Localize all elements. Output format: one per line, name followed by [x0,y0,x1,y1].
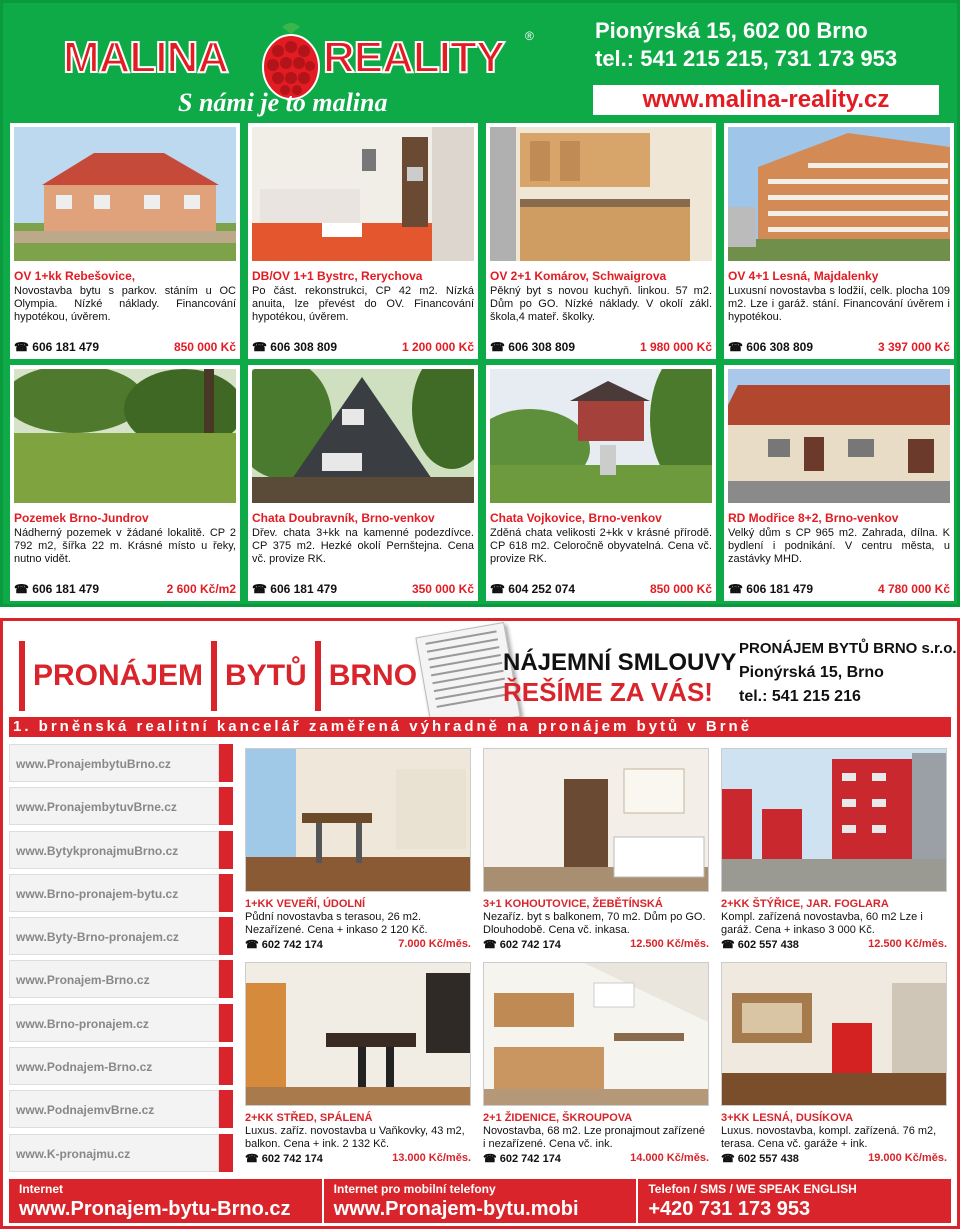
logo-word-reality: REALITY [323,33,505,82]
rental-phone: ☎ 602 742 174 [483,1153,561,1165]
website-link[interactable] [9,960,233,998]
website-link[interactable] [9,1004,233,1042]
kitchen-photo [490,127,712,261]
malina-contact [595,17,897,73]
link-accent-bar [219,1004,233,1042]
website-link[interactable] [9,917,233,955]
rental-card[interactable] [245,962,471,1180]
malina-reality-ad [0,0,960,607]
listing-card[interactable] [248,365,478,601]
rental-title: 2+KK STŘED, SPÁLENÁ [245,1112,373,1124]
website-link[interactable] [9,1134,233,1172]
house-photo [14,127,236,261]
link-accent-bar [219,1090,233,1128]
rental-desc: Luxus. zaříz. novostavba u Vaňkovky, 43 m2, balkon. Cena + ink. 2 132 Kč. [245,1125,465,1150]
listing-phone: ☎ 606 181 479 [252,582,338,596]
listing-phone: ☎ 606 181 479 [728,582,814,596]
rental-price: 12.500 Kč/měs. [630,938,709,950]
rental-desc: Nezaříz. byt s balkonem, 70 m2. Dům po GO. Dlouhodobě. Cena vč. inkasa. [483,911,706,936]
company-name: PRONÁJEM BYTŮ BRNO s.r.o. [739,640,957,657]
link-accent-bar [219,874,233,912]
listing-price: 350 000 Kč [411,582,474,596]
listing-title: Chata Vojkovice, Brno-venkov [490,511,662,525]
website-link-text: www.K-pronajmu.cz [9,1134,219,1172]
listing-desc: Zděná chata velikosti 2+kk v krásné přírodě. CP 618 m2. Celoročně obyvatelná. Cena vč. provize RK. [490,527,712,565]
website-link-text: www.PodnajemvBrne.cz [9,1090,219,1128]
listing-title: OV 2+1 Komárov, Schwaigrova [490,269,667,283]
website-link-text: www.Pronajem-Brno.cz [9,960,219,998]
footer-value: www.Pronajem-bytu.mobi [333,1198,579,1220]
listing-card[interactable] [486,365,716,601]
listing-phone: ☎ 606 308 809 [490,340,576,354]
website-link-text: www.Byty-Brno-pronajem.cz [9,917,219,955]
listing-desc: Luxusní novostavba s lodžií, celk. plocha 109 m2. Lze i garáž. stání. Financování úvěrem i hypotékou. [728,285,950,323]
listing-desc: Dřev. chata 3+kk na kamenné podezdívce. CP 375 m2. Hezké okolí Pernštejna. Cena vč. provize RK. [252,527,474,565]
logo-word-malina: MALINA [63,33,229,82]
kitchen-photo [245,962,471,1106]
website-link[interactable] [9,1047,233,1085]
headline-solve: ŘEŠÍME ZA VÁS! [503,677,713,707]
listing-card[interactable] [248,123,478,359]
link-accent-bar [219,744,233,782]
footer-value: www.Pronajem-bytu-Brno.cz [19,1198,291,1220]
tagline-band: 1. brněnská realitní kancelář zaměřená výhradně na pronájem bytů v Brně [9,717,951,737]
company-contact [739,637,957,709]
hallway-kitchen-photo [483,748,709,892]
footer-phone[interactable] [638,1179,951,1223]
listing-phone: ☎ 606 181 479 [14,582,100,596]
listing-phone: ☎ 606 181 479 [14,340,100,354]
apartment-building-photo [728,127,950,261]
listing-desc: Pěkný byt s novou kuchyň. linkou. 57 m2. Dům po GO. Nízké náklady. V okolí zákl. škola,4 mateř. školky. [490,285,712,323]
website-link[interactable] [9,831,233,869]
listing-price: 4 780 000 Kč [877,582,950,596]
pronajem-bytu-brno-ad [0,618,960,1229]
rental-desc: Novostavba, 68 m2. Lze pronajmout zařízené i nezařízené. Cena vč. ink. [483,1125,705,1150]
company-phone: tel.: 541 215 216 [739,688,861,705]
listing-card[interactable] [724,123,954,359]
rental-price: 14.000 Kč/měs. [630,1152,709,1164]
pronajem-logo[interactable] [19,641,461,711]
listing-card[interactable] [486,123,716,359]
cottage-photo [252,369,474,503]
listing-title: OV 4+1 Lesná, Majdalenky [728,269,879,283]
link-accent-bar [219,787,233,825]
listing-desc: Velký dům s CP 965 m2. Zahrada, dílna. K bydlení i podnikání. V centru města, u zastávky MHD. [728,527,950,565]
website-link-text: www.PronajembytuBrno.cz [9,744,219,782]
link-accent-bar [219,960,233,998]
listing-card[interactable] [724,365,954,601]
rental-phone: ☎ 602 742 174 [245,939,323,951]
website-link-text: www.Brno-pronajem.cz [9,1004,219,1042]
link-accent-bar [219,831,233,869]
listing-title: RD Modřice 8+2, Brno-venkov [728,511,899,525]
rental-title: 1+KK VEVEŘÍ, ÚDOLNÍ [245,898,366,910]
website-link-text: www.PronajembytuvBrne.cz [9,787,219,825]
interior-photo [252,127,474,261]
rental-price: 12.500 Kč/měs. [868,938,947,950]
listing-title: OV 1+kk Rebešovice, [14,269,136,283]
land-plot-photo [14,369,236,503]
rental-card[interactable] [483,748,709,966]
listing-price: 850 000 Kč [649,582,712,596]
footer-mobile[interactable] [324,1179,639,1223]
listing-title: Chata Doubravník, Brno-venkov [252,511,435,525]
rental-desc: Luxus. novostavba, kompl. zařízená. 76 m2, terasa. Cena vč. garáže + ink. [721,1125,937,1150]
website-link[interactable] [9,1090,233,1128]
listing-price: 850 000 Kč [173,340,236,354]
contact-footer [9,1179,951,1223]
rental-card[interactable] [245,748,471,966]
rental-title: 2+KK ŠTÝŘICE, JAR. FOGLARA [721,898,889,910]
interior-photo [245,748,471,892]
rental-card[interactable] [721,962,947,1180]
footer-label: Internet [19,1182,64,1196]
link-accent-bar [219,917,233,955]
listing-phone: ☎ 606 308 809 [252,340,338,354]
website-link-text: www.Podnajem-Brno.cz [9,1047,219,1085]
malina-address: Pionýrská 15, 602 00 Brno [595,18,868,43]
footer-label: Telefon / SMS / WE SPEAK ENGLISH [648,1182,857,1196]
footer-internet[interactable] [9,1179,324,1223]
listing-card[interactable] [10,123,240,359]
apartment-building-photo [721,748,947,892]
logo-part: BRNO [315,641,425,711]
rental-phone: ☎ 602 557 438 [721,1153,799,1165]
rental-title: 2+1 ŽIDENICE, ŠKROUPOVA [483,1112,633,1124]
rental-price: 7.000 Kč/měs. [398,938,471,950]
rental-card[interactable] [721,748,947,966]
listing-desc: Nádherný pozemek v žádané lokalitě. CP 2 792 m2, šířka 22 m. Krásné místo u řeky, nutno vidět. [14,527,236,565]
living-room-photo [721,962,947,1106]
company-address: Pionýrská 15, Brno [739,664,884,681]
rental-phone: ☎ 602 742 174 [483,939,561,951]
attic-kitchen-photo [483,962,709,1106]
rental-desc: Kompl. zařízená novostavba, 60 m2 Lze i garáž. Cena + inkaso 3 000 Kč. [721,911,923,936]
registered-mark: ® [525,29,534,43]
footer-value: +420 731 173 953 [648,1198,811,1220]
listing-desc: Po část. rekonstrukci, CP 42 m2. Nízká anuita, lze převést do OV. Financování hypotékou, úvěrem. [252,285,474,323]
rental-title: 3+KK LESNÁ, DUSÍKOVA [721,1112,854,1124]
listing-card[interactable] [10,365,240,601]
rental-card[interactable] [483,962,709,1180]
cottage-photo [490,369,712,503]
malina-website-link[interactable]: www.malina-reality.cz [593,85,939,115]
rental-phone: ☎ 602 742 174 [245,1153,323,1165]
website-link[interactable] [9,744,233,782]
logo-part: BYTŮ [211,641,315,711]
headline-contracts: NÁJEMNÍ SMLOUVY [503,649,737,676]
listing-price: 3 397 000 Kč [877,340,950,354]
logo-part: PRONÁJEM [19,641,211,711]
link-accent-bar [219,1047,233,1085]
rental-desc: Půdní novostavba s terasou, 26 m2. Nezařízené. Cena + inkaso 2 120 Kč. [245,911,428,936]
link-accent-bar [219,1134,233,1172]
listing-phone: ☎ 606 308 809 [728,340,814,354]
listing-desc: Novostavba bytu s parkov. stáním u OC Olympia. Nízké náklady. Financování hypotékou, úvěrem. [14,285,236,323]
rental-price: 13.000 Kč/měs. [392,1152,471,1164]
listing-price: 1 200 000 Kč [401,340,474,354]
website-link-list [9,744,233,1177]
rental-title: 3+1 KOHOUTOVICE, ŽEBĚTÍNSKÁ [483,898,663,910]
malina-phone: tel.: 541 215 215, 731 173 953 [595,46,898,71]
listing-phone: ☎ 604 252 074 [490,582,576,596]
listing-price: 2 600 Kč/m2 [166,582,236,596]
rental-phone: ☎ 602 557 438 [721,939,799,951]
rental-price: 19.000 Kč/měs. [868,1152,947,1164]
footer-label: Internet pro mobilní telefony [333,1182,496,1196]
listing-price: 1 980 000 Kč [639,340,712,354]
website-link-text: www.Brno-pronajem-bytu.cz [9,874,219,912]
slogan: S námi je to malina [178,88,388,117]
family-house-photo [728,369,950,503]
listing-title: DB/OV 1+1 Bystrc, Rerychova [252,269,423,283]
website-link[interactable] [9,787,233,825]
website-link[interactable] [9,874,233,912]
website-link-text: www.BytykpronajmuBrno.cz [9,831,219,869]
listing-title: Pozemek Brno-Jundrov [14,511,149,525]
